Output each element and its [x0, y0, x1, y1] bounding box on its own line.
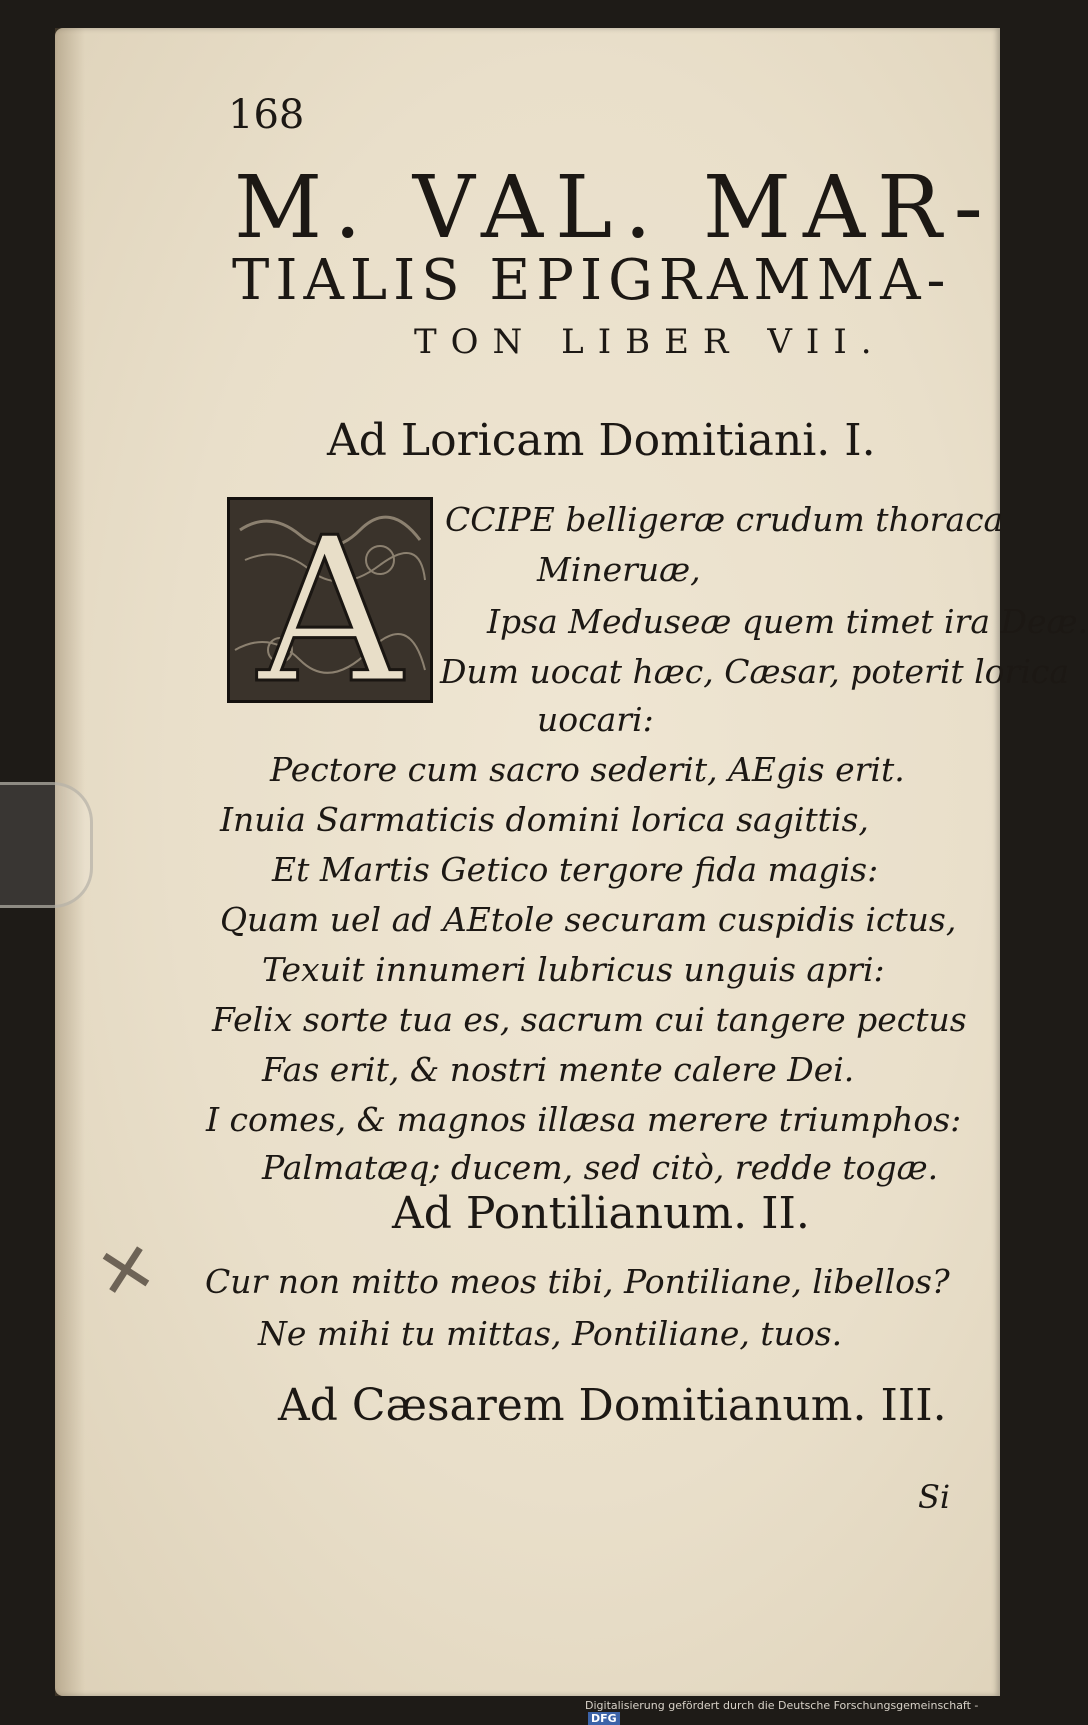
- verse-line: Felix sorte tua es, sacrum cui tangere pectus: [212, 1000, 967, 1039]
- verse-line: CCIPE belligeræ crudum thoraca: [445, 500, 1004, 539]
- section-title-1: Ad Loricam Domitiani. I.: [327, 415, 876, 466]
- initial-letter: A: [257, 495, 403, 728]
- verse-line: Pectore cum sacro sederit, AEgis erit.: [270, 750, 905, 789]
- footer-text: Digitalisierung gefördert durch die Deutsche Forschungsgemeinschaft -: [585, 1699, 979, 1712]
- section-title-2: Ad Pontilianum. II.: [392, 1188, 810, 1239]
- woodcut-initial-icon: [227, 495, 433, 728]
- catchword: Si: [918, 1478, 951, 1516]
- header-line-1: M. VAL. MAR-: [234, 158, 995, 258]
- section-title-3: Ad Cæsarem Domitianum. III.: [278, 1380, 947, 1431]
- verse-line: Inuia Sarmaticis domini lorica sagittis,: [220, 800, 869, 839]
- header-line-2: TIALIS EPIGRAMMA-: [232, 248, 952, 313]
- page-clip: [0, 782, 93, 908]
- verse-line: Ipsa Meduseæ quem timet ira Deæ.: [487, 602, 1088, 641]
- header-line-3: TON LIBER VII.: [414, 322, 886, 362]
- verse-line: Ne mihi tu mittas, Pontiliane, tuos.: [258, 1314, 843, 1353]
- pencil-mark-icon: ✕: [89, 1224, 164, 1318]
- verse-line: I comes, & magnos illæsa merere triumphos:: [206, 1100, 962, 1139]
- verse-line: Fas erit, & nostri mente calere Dei.: [262, 1050, 855, 1089]
- verse-line: Mineruæ,: [537, 550, 701, 589]
- dfg-logo: DFG: [588, 1712, 620, 1725]
- verse-line: Quam uel ad AEtole securam cuspidis ictus,: [220, 900, 957, 939]
- verse-line: uocari:: [537, 700, 654, 739]
- page-number: 168: [228, 92, 305, 138]
- verse-line: Cur non mitto meos tibi, Pontiliane, libellos?: [205, 1262, 950, 1301]
- verse-line: Palmatæq; ducem, sed citò, redde togæ.: [262, 1148, 939, 1187]
- verse-line: Dum uocat hæc, Cæsar, poterit lorica: [440, 652, 1070, 691]
- verse-line: Texuit innumeri lubricus unguis apri:: [262, 950, 885, 989]
- verse-line: Et Martis Getico tergore fida magis:: [272, 850, 879, 889]
- footer-credit: [585, 1699, 1000, 1725]
